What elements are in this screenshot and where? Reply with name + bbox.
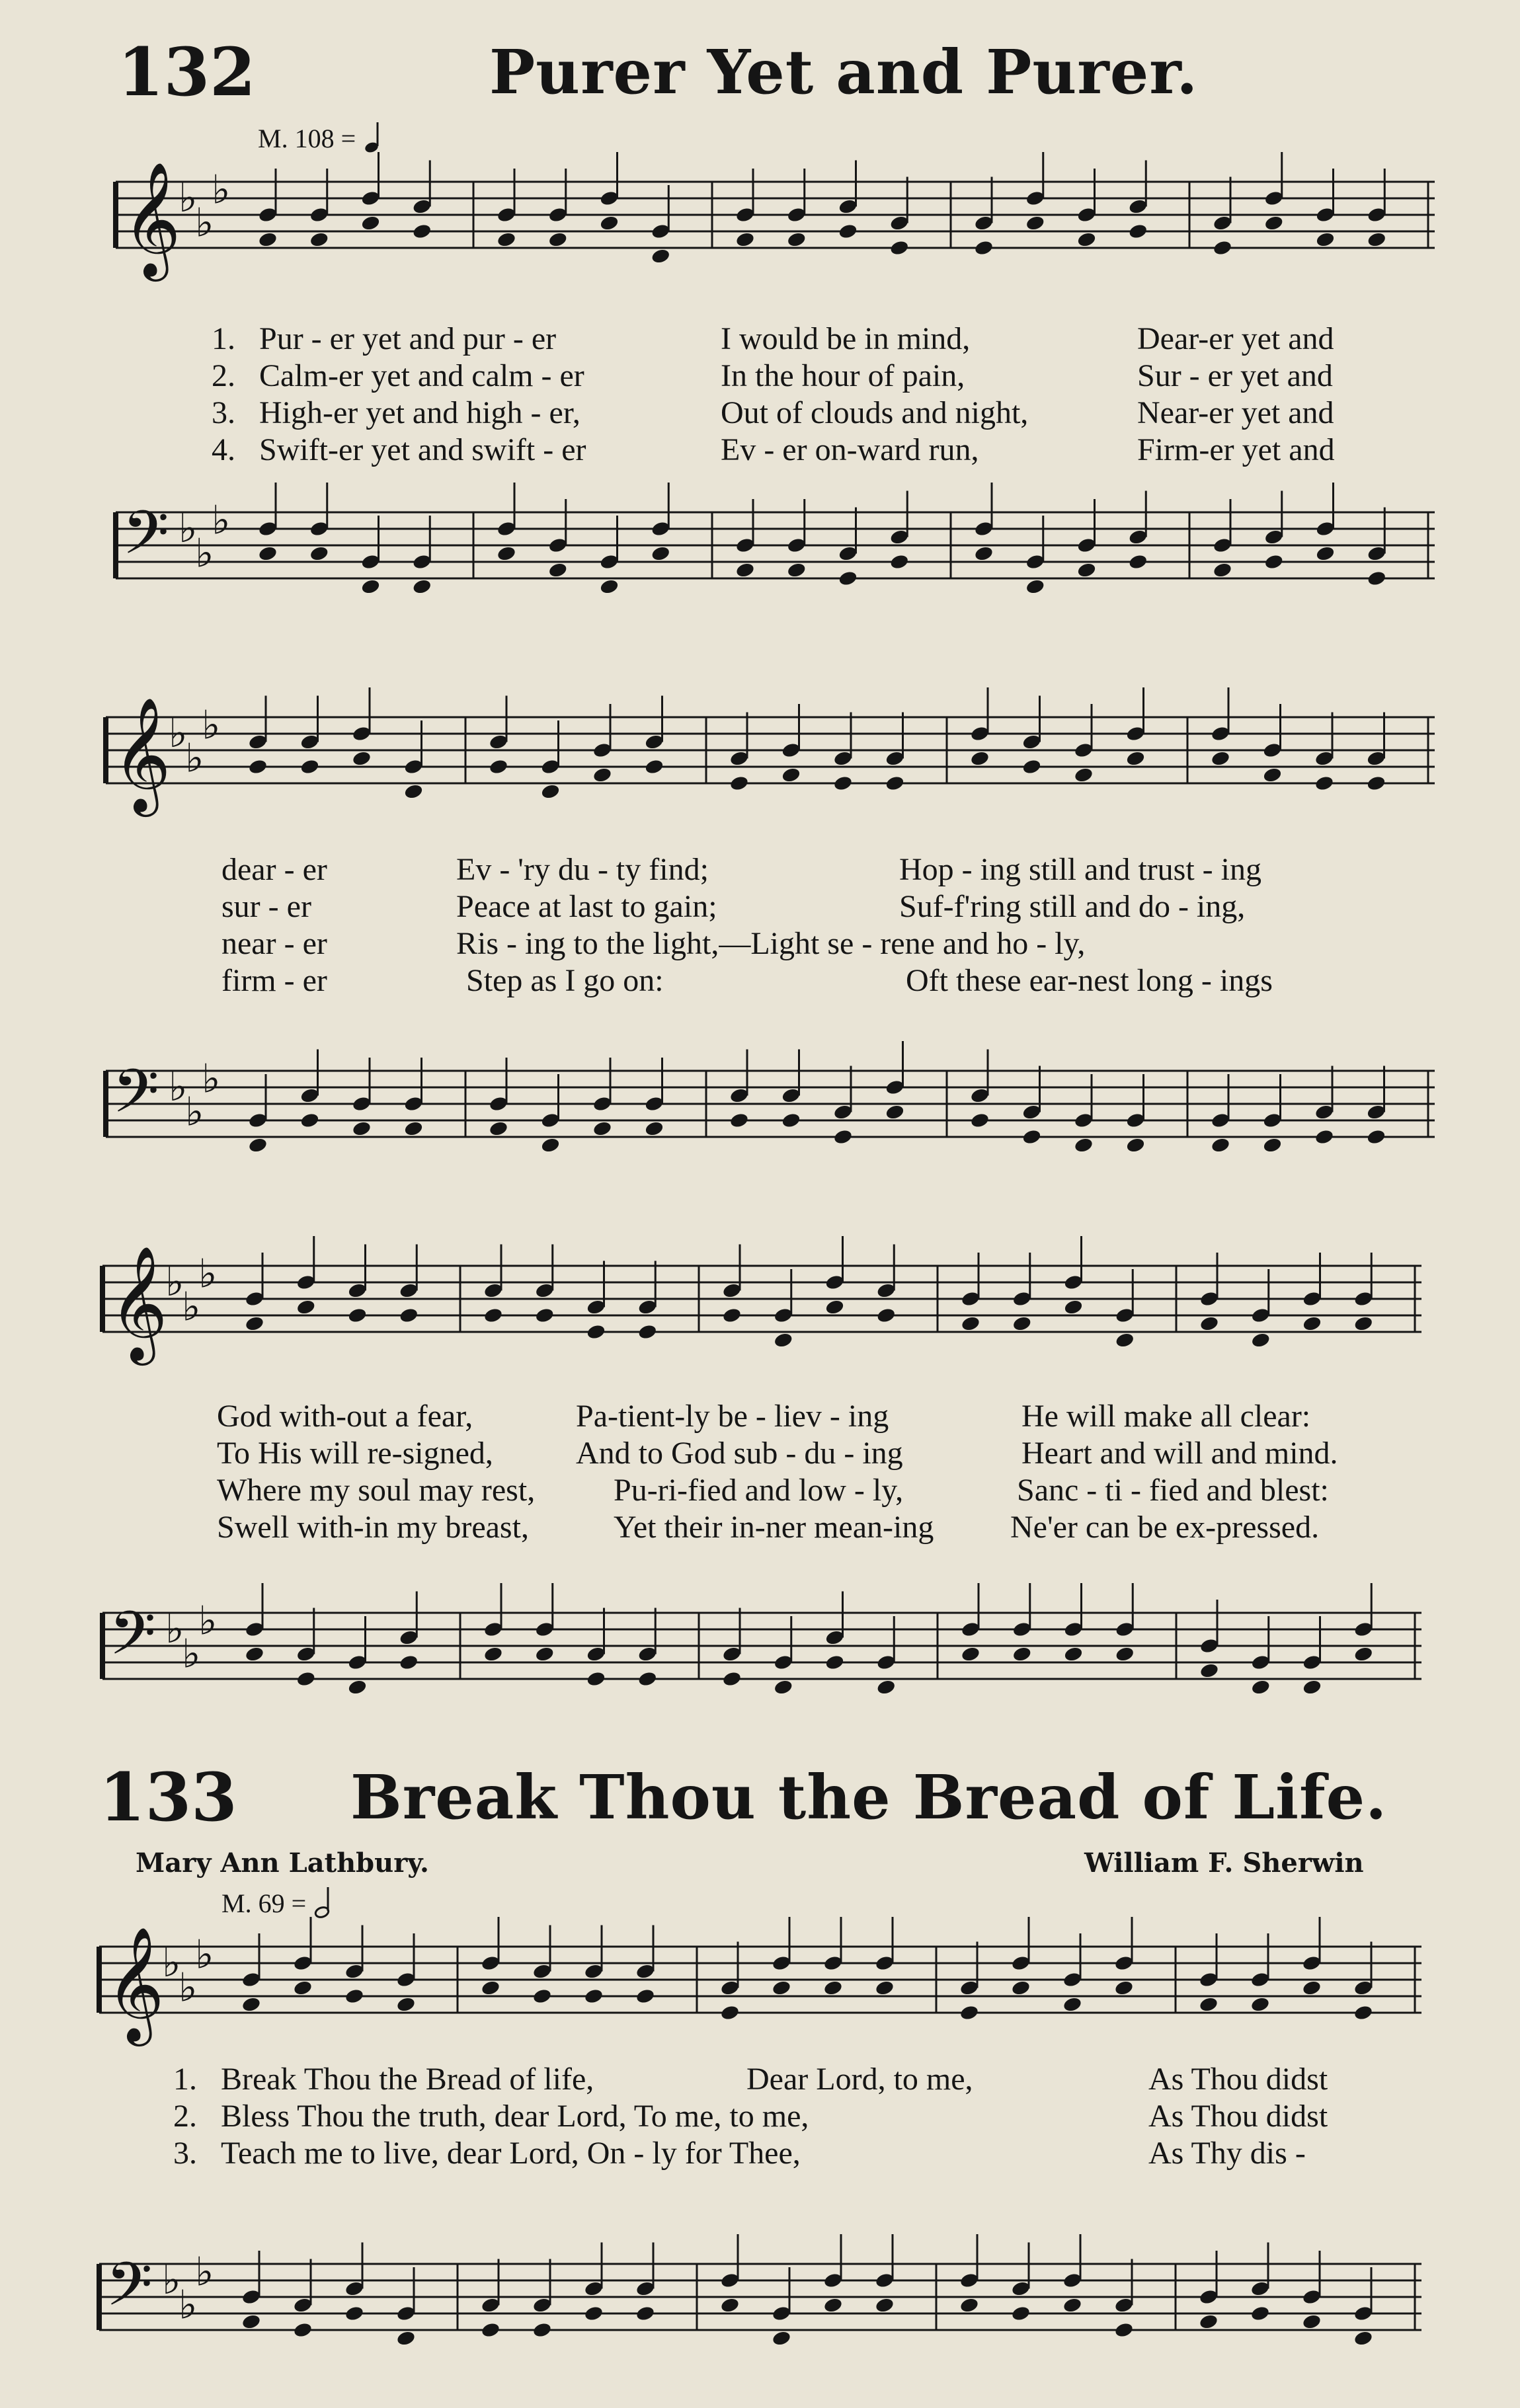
- note-head-icon: [1262, 767, 1283, 784]
- note-head-icon: [534, 1307, 555, 1324]
- bass-clef-icon: 𝄢: [106, 2249, 153, 2334]
- note-head-icon: [1262, 1137, 1283, 1154]
- note-head-icon: [360, 578, 381, 596]
- note-head-icon: [1025, 215, 1045, 232]
- note-head-icon: [309, 545, 329, 563]
- note-head-icon: [1115, 1332, 1135, 1349]
- treble-clef-icon: 𝄞: [106, 1926, 165, 2042]
- note-head-icon: [497, 231, 517, 249]
- note-head-icon: [1063, 1299, 1084, 1316]
- note-head-icon: [1302, 1980, 1322, 1997]
- note-head-icon: [876, 1679, 897, 1696]
- lyrics-block: 1. Break Thou the Bread of life, Dear Lord, to me, As Thou didst 2. Bless Thou the truth, dear Lord, To me, to me, As Thou didst 3. Teach me to live, dear Lord, On - ly for Thee, As Thy dis -: [173, 2062, 1328, 2171]
- note-head-icon: [1021, 1128, 1042, 1146]
- note-head-icon: [1199, 1996, 1219, 2013]
- flat-sign-icon: ♭: [185, 735, 204, 782]
- note-head-icon: [1366, 775, 1386, 792]
- note-head-icon: [540, 783, 561, 800]
- note-head-icon: [729, 1112, 750, 1129]
- flat-sign-icon: ♭: [212, 167, 231, 214]
- note-head-icon: [1315, 231, 1336, 249]
- note-head-icon: [1250, 1332, 1271, 1349]
- note-head-icon: [876, 1307, 897, 1324]
- composer-credit: William F. Sherwin: [1084, 1847, 1364, 1879]
- note-head-icon: [483, 1307, 504, 1324]
- flat-sign-icon: ♭: [182, 1284, 201, 1331]
- note-head-icon: [875, 2297, 895, 2314]
- note-head-icon: [584, 1988, 604, 2005]
- flat-sign-icon: ♭: [195, 1931, 214, 1978]
- note-head-icon: [532, 1988, 553, 2005]
- note-head-icon: [970, 750, 990, 767]
- note-head-icon: [786, 562, 807, 579]
- note-head-icon: [1302, 1315, 1322, 1333]
- flat-sign-icon: ♭: [202, 1056, 221, 1103]
- note-head-icon: [481, 2321, 501, 2339]
- note-head-icon: [875, 1980, 895, 1997]
- music-staff-treble: [106, 697, 1435, 816]
- note-head-icon: [838, 223, 858, 240]
- flat-sign-icon: ♭: [179, 2282, 198, 2329]
- note-head-icon: [547, 562, 568, 579]
- note-head-icon: [347, 1307, 368, 1324]
- note-head-icon: [532, 2321, 553, 2339]
- note-head-icon: [296, 1670, 316, 1688]
- note-head-icon: [735, 562, 756, 579]
- author-credit: Mary Ann Lathbury.: [136, 1847, 429, 1879]
- flat-sign-icon: ♭: [169, 1064, 188, 1110]
- music-staff-bass: [99, 2251, 1421, 2363]
- note-head-icon: [296, 1299, 316, 1316]
- note-head-icon: [1062, 1996, 1083, 2013]
- note-head-icon: [1367, 570, 1387, 587]
- note-head-icon: [773, 1679, 793, 1696]
- note-head-icon: [248, 1137, 268, 1154]
- note-head-icon: [1213, 239, 1233, 256]
- flat-sign-icon: ♭: [179, 506, 198, 552]
- note-head-icon: [592, 767, 613, 784]
- music-staff-bass: [106, 1058, 1435, 1170]
- flat-sign-icon: ♭: [195, 530, 214, 577]
- note-head-icon: [1012, 1646, 1032, 1663]
- note-head-icon: [1353, 1646, 1374, 1663]
- note-head-icon: [1012, 1315, 1032, 1333]
- flat-sign-icon: ♭: [202, 702, 221, 749]
- note-head-icon: [1211, 750, 1231, 767]
- note-head-icon: [1076, 231, 1097, 249]
- note-head-icon: [1063, 1646, 1084, 1663]
- note-head-icon: [1367, 231, 1387, 249]
- note-head-icon: [781, 767, 801, 784]
- flat-sign-icon: ♭: [185, 1089, 204, 1136]
- note-head-icon: [1302, 2313, 1322, 2331]
- note-head-icon: [599, 215, 620, 232]
- note-head-icon: [1263, 215, 1284, 232]
- note-head-icon: [241, 2313, 262, 2331]
- note-head-icon: [974, 239, 994, 256]
- treble-clef-icon: 𝄞: [112, 697, 171, 812]
- note-head-icon: [781, 1112, 801, 1129]
- note-head-icon: [1314, 775, 1335, 792]
- flat-sign-icon: ♭: [182, 1631, 201, 1678]
- note-head-icon: [412, 578, 432, 596]
- note-head-icon: [483, 1646, 504, 1663]
- note-head-icon: [729, 775, 750, 792]
- note-head-icon: [1353, 2330, 1374, 2347]
- note-head-icon: [241, 1996, 262, 2013]
- flat-sign-icon: ♭: [198, 1251, 218, 1298]
- note-head-icon: [833, 1128, 854, 1146]
- note-head-icon: [1128, 223, 1148, 240]
- note-head-icon: [1366, 1128, 1386, 1146]
- note-head-icon: [1125, 750, 1146, 767]
- note-head-icon: [245, 1646, 265, 1663]
- note-head-icon: [352, 1120, 372, 1138]
- note-head-icon: [592, 1120, 613, 1138]
- note-head-icon: [772, 1980, 792, 1997]
- note-head-icon: [245, 1315, 265, 1333]
- note-head-icon: [1076, 562, 1097, 579]
- note-head-icon: [540, 1137, 561, 1154]
- music-staff-bass: [116, 499, 1435, 611]
- note-head-icon: [1211, 1137, 1231, 1154]
- music-staff-treble: [99, 1926, 1421, 2046]
- note-head-icon: [258, 545, 278, 563]
- note-head-icon: [838, 570, 858, 587]
- note-head-icon: [635, 1988, 656, 2005]
- note-head-icon: [1115, 1646, 1135, 1663]
- note-head-icon: [1025, 578, 1045, 596]
- note-head-icon: [720, 2004, 740, 2021]
- note-head-icon: [1074, 1137, 1094, 1154]
- bass-clef-icon: 𝄢: [112, 1056, 159, 1141]
- hymn-title: Break Thou the Bread of Life.: [350, 1762, 1388, 1833]
- note-head-icon: [258, 231, 278, 249]
- hymn-number: 132: [118, 33, 256, 111]
- note-head-icon: [722, 1670, 742, 1688]
- lyrics-block: God with-out a fear, Pa-tient-ly be - liev - ing He will make all clear: To His will re-signed, And to God sub - du - ing Heart and will and mind. Where my soul may rest, Pu-ri-fied and low - ly, Sanc - ti - fied and blest: Swell with-in my breast, Yet their in-ner mean-ing Ne'er can be ex-pressed.: [217, 1399, 1338, 1545]
- note-head-icon: [651, 248, 671, 265]
- flat-sign-icon: ♭: [162, 2257, 181, 2304]
- note-head-icon: [823, 1980, 844, 1997]
- treble-clef-icon: 𝄞: [109, 1245, 168, 1361]
- note-head-icon: [824, 1654, 845, 1671]
- flat-sign-icon: ♭: [169, 711, 188, 757]
- note-head-icon: [974, 545, 994, 563]
- flat-sign-icon: ♭: [179, 1964, 198, 2011]
- note-head-icon: [1199, 1315, 1220, 1333]
- note-head-icon: [300, 758, 320, 775]
- flat-sign-icon: ♭: [212, 497, 231, 544]
- note-head-icon: [599, 578, 620, 596]
- note-head-icon: [959, 2004, 980, 2021]
- note-head-icon: [637, 1323, 658, 1340]
- note-head-icon: [1125, 1137, 1146, 1154]
- note-head-icon: [293, 2321, 313, 2339]
- bass-clef-icon: 𝄢: [122, 498, 169, 582]
- note-head-icon: [403, 1120, 424, 1138]
- note-head-icon: [309, 231, 329, 249]
- note-head-icon: [959, 2297, 980, 2314]
- note-head-icon: [1011, 2305, 1031, 2322]
- music-staff-treble: [102, 1245, 1421, 1365]
- note-head-icon: [403, 783, 424, 800]
- flat-sign-icon: ♭: [195, 2249, 214, 2296]
- tempo-marking: M. 69 =: [221, 1886, 339, 1919]
- note-head-icon: [396, 2330, 417, 2347]
- flat-sign-icon: ♭: [165, 1259, 184, 1305]
- flat-sign-icon: ♭: [162, 1940, 181, 1986]
- note-head-icon: [885, 775, 905, 792]
- note-head-icon: [360, 215, 381, 232]
- hymn-number: 133: [99, 1758, 237, 1836]
- note-head-icon: [644, 1120, 664, 1138]
- note-head-icon: [1250, 1996, 1271, 2013]
- note-head-icon: [1199, 2313, 1219, 2331]
- lyrics-block: dear - er Ev - 'ry du - ty find; Hop - ing still and trust - ing sur - er Peace at last to gain; Suf-f'ring still and do - ing, near - er Ris - ing to the light,—Light se - rene and ho - ly, firm - er Step as I go on: Oft these ear-nest long - ings: [221, 852, 1273, 998]
- note-head-icon: [489, 758, 509, 775]
- note-head-icon: [1250, 1679, 1271, 1696]
- note-head-icon: [347, 1679, 368, 1696]
- note-head-icon: [547, 231, 568, 249]
- treble-clef-icon: 𝄞: [122, 161, 181, 277]
- note-head-icon: [489, 1120, 509, 1138]
- note-head-icon: [344, 1988, 365, 2005]
- note-head-icon: [961, 1315, 981, 1333]
- note-head-icon: [1263, 553, 1284, 570]
- note-head-icon: [1062, 2297, 1083, 2314]
- note-head-icon: [399, 1654, 419, 1671]
- note-head-icon: [773, 1332, 793, 1349]
- bass-clef-icon: 𝄢: [109, 1598, 156, 1683]
- note-head-icon: [352, 750, 372, 767]
- note-head-icon: [833, 775, 854, 792]
- quarter-note-icon: [362, 121, 389, 154]
- lyrics-block: 1. Pur - er yet and pur - er I would be in mind, Dear-er yet and 2. Calm-er yet and calm - er In the hour of pain, Sur - er yet and 3. High-er yet and high - er, Out of clouds and night, Near-er yet and 4. Swift-er yet and swift - er Ev - er on-ward run, Firm-er yet and: [212, 321, 1335, 467]
- note-head-icon: [399, 1307, 419, 1324]
- note-head-icon: [735, 231, 756, 249]
- flat-sign-icon: ♭: [179, 175, 198, 221]
- hymn-title: Purer Yet and Purer.: [489, 36, 1199, 108]
- note-head-icon: [584, 2305, 604, 2322]
- note-head-icon: [970, 1112, 990, 1129]
- note-head-icon: [248, 758, 268, 775]
- note-head-icon: [1315, 545, 1336, 563]
- flat-sign-icon: ♭: [195, 200, 214, 247]
- half-note-icon: [313, 1886, 339, 1919]
- note-head-icon: [396, 1996, 417, 2013]
- note-head-icon: [1074, 767, 1094, 784]
- note-head-icon: [651, 545, 671, 563]
- note-head-icon: [1353, 1315, 1374, 1333]
- note-head-icon: [1302, 1679, 1322, 1696]
- tempo-marking: M. 108 =: [258, 121, 389, 154]
- note-head-icon: [344, 2305, 365, 2322]
- note-head-icon: [889, 239, 910, 256]
- note-head-icon: [1353, 2004, 1374, 2021]
- note-head-icon: [1199, 1662, 1220, 1680]
- music-staff-bass: [102, 1600, 1421, 1712]
- note-head-icon: [1314, 1128, 1335, 1146]
- note-head-icon: [1128, 553, 1148, 570]
- note-head-icon: [481, 1980, 501, 1997]
- note-head-icon: [497, 545, 517, 563]
- note-head-icon: [637, 1670, 658, 1688]
- flat-sign-icon: ♭: [198, 1598, 218, 1645]
- note-head-icon: [1114, 1980, 1135, 1997]
- flat-sign-icon: ♭: [165, 1606, 184, 1652]
- note-head-icon: [534, 1646, 555, 1663]
- note-head-icon: [722, 1307, 742, 1324]
- note-head-icon: [786, 231, 807, 249]
- note-head-icon: [720, 2297, 740, 2314]
- note-head-icon: [586, 1323, 606, 1340]
- note-head-icon: [1114, 2321, 1135, 2339]
- note-head-icon: [889, 553, 910, 570]
- note-head-icon: [1021, 758, 1042, 775]
- note-head-icon: [1250, 2305, 1271, 2322]
- note-head-icon: [293, 1980, 313, 1997]
- note-head-icon: [1011, 1980, 1031, 1997]
- note-head-icon: [586, 1670, 606, 1688]
- note-head-icon: [823, 2297, 844, 2314]
- note-head-icon: [300, 1112, 320, 1129]
- note-head-icon: [885, 1104, 905, 1121]
- note-head-icon: [772, 2330, 792, 2347]
- note-head-icon: [644, 758, 664, 775]
- note-head-icon: [824, 1299, 845, 1316]
- note-head-icon: [961, 1646, 981, 1663]
- note-head-icon: [635, 2305, 656, 2322]
- note-head-icon: [1213, 562, 1233, 579]
- music-staff-treble: [116, 161, 1435, 281]
- note-head-icon: [412, 223, 432, 240]
